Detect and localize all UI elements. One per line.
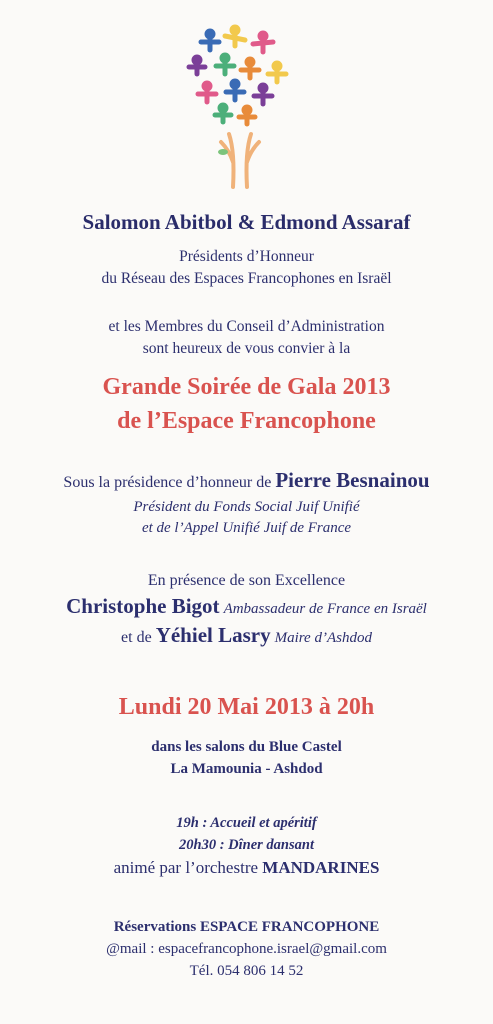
gala-line-2: de l’Espace Francophone [117,408,376,434]
band-line [0,858,493,878]
reservations-title: Réservations ESPACE FRANCOPHONE [113,919,380,935]
role-line-1: Présidents d’Honneur [179,248,314,265]
patron-line [0,468,493,493]
role-line-2: du Réseau des Espaces Francophones en Israël [101,270,392,287]
guest-1-title: Ambassadeur de France en Israël [223,601,427,617]
reservations-section [0,916,493,982]
invite-line-2: sont heureux de vous convier à la [142,340,351,357]
band-name: MANDARINES [262,858,380,877]
honorary-role [0,246,493,290]
patron-prefix: Sous la présidence d’honneur de [63,474,276,491]
presence-section [0,572,493,648]
guest-1-name: Christophe Bigot [66,594,220,618]
program-section [0,812,493,878]
venue-section [0,736,493,780]
program-item-2: 20h30 : Dîner dansant [179,837,314,853]
patron-title-2: et de l’Appel Unifié Juif de France [141,520,352,536]
guest-2-line [0,623,493,648]
invitation-text [0,316,493,360]
patron-section [0,468,493,537]
patron-name: Pierre Besnainou [275,468,430,492]
tree-of-people-logo [185,22,305,202]
reservations-phone: Tél. 054 806 14 52 [189,963,304,979]
patron-title-1: Président du Fonds Social Juif Unifié [133,499,360,515]
guest-2-prefix: et de [121,629,156,646]
gala-line-1: Grande Soirée de Gala 2013 [102,374,391,400]
guest-2-title: Maire d’Ashdod [274,630,372,646]
guest-2-name: Yéhiel Lasry [155,623,271,647]
program-item-1: 19h : Accueil et apéritif [176,815,317,831]
guest-1-line [0,594,493,619]
venue-line-2: La Mamounia - Ashdod [170,761,323,777]
reservations-email: @mail : espacefrancophone.israel@gmail.com [106,941,387,957]
gala-title [0,370,493,438]
invite-line-1: et les Membres du Conseil d’Administration [108,318,385,335]
presence-intro: En présence de son Excellence [147,572,346,589]
event-date: Lundi 20 Mai 2013 à 20h [118,694,375,720]
venue-line-1: dans les salons du Blue Castel [151,739,342,755]
band-prefix: animé par l’orchestre [113,858,263,877]
honorary-presidents-names: Salomon Abitbol & Edmond Assaraf [82,210,411,234]
